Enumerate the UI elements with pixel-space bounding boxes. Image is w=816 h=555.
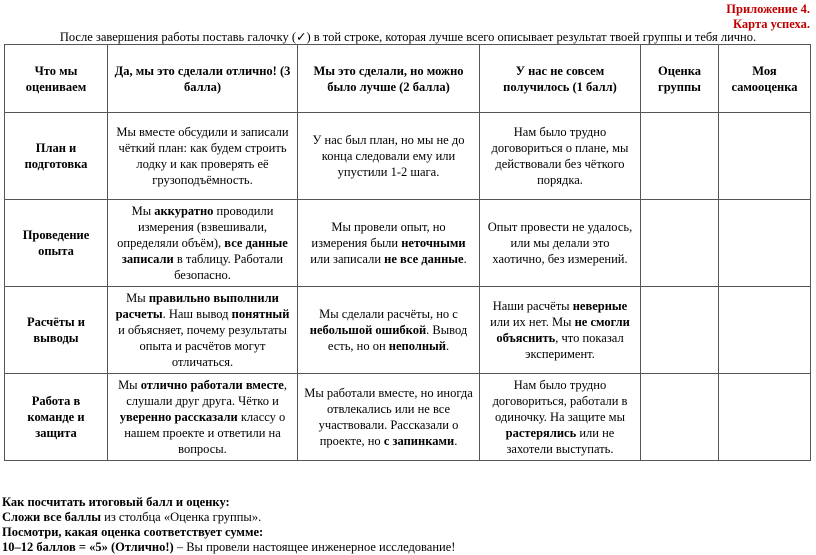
header-score-1: У нас не совсем получилось (1 балл) bbox=[480, 45, 641, 113]
self-score-cell[interactable] bbox=[719, 200, 811, 287]
appendix-number: Приложение 4. bbox=[726, 2, 810, 16]
cell-text: , что показал эксперимент. bbox=[525, 331, 624, 361]
emphasis-text: аккуратно bbox=[154, 204, 214, 218]
self-score-cell[interactable] bbox=[719, 374, 811, 461]
emphasis-text: уверенно рассказали bbox=[119, 410, 238, 424]
cell-text: Нам было трудно договориться о плане, мы действовали без чёткого порядка. bbox=[491, 125, 629, 187]
emphasis-text: правильно выполнили расчеты bbox=[115, 291, 279, 321]
score-3-cell bbox=[108, 374, 298, 461]
criterion-cell: Расчёты и выводы bbox=[5, 287, 108, 374]
cell-text: Опыт провести не удалось, или мы делали это хаотично, без измерений. bbox=[487, 220, 633, 266]
grade-five-label: 10–12 баллов = «5» (Отлично!) bbox=[2, 540, 174, 554]
cell-text: или их нет. Мы bbox=[490, 315, 575, 329]
emphasis-text: неполный bbox=[388, 339, 447, 353]
cell-text: Мы провели опыт, но измерения были bbox=[311, 220, 446, 250]
group-score-cell[interactable] bbox=[641, 287, 719, 374]
success-card-table bbox=[4, 44, 811, 461]
cell-text: , слушали друг друга. Чётко и bbox=[126, 378, 287, 408]
appendix-label bbox=[726, 2, 810, 32]
scoring-step-text: из столбца «Оценка группы». bbox=[101, 510, 262, 524]
cell-text: . Наш вывод bbox=[162, 307, 232, 321]
table-row bbox=[5, 113, 811, 200]
appendix-title: Карта успеха. bbox=[733, 17, 810, 31]
emphasis-text: не все данные bbox=[384, 252, 464, 266]
scoring-heading: Как посчитать итоговый балл и оценку: bbox=[2, 495, 230, 509]
cell-text: и объясняет, почему результаты опыта и расчётов могут отличаться. bbox=[118, 323, 287, 369]
emphasis-text: с запинками bbox=[383, 434, 455, 448]
grade-five-text: – Вы провели настоящее инженерное исследование! bbox=[173, 540, 456, 554]
cell-text: . bbox=[446, 339, 450, 353]
scoring-step-bold: Сложи все баллы bbox=[2, 510, 102, 524]
score-1-cell bbox=[480, 200, 641, 287]
cell-text: . bbox=[454, 434, 458, 448]
emphasis-text: небольшой ошибкой bbox=[309, 323, 427, 337]
emphasis-text: все данные записали bbox=[121, 236, 288, 266]
cell-text: . Вывод есть, но он bbox=[327, 323, 468, 353]
table-row bbox=[5, 374, 811, 461]
cell-text: Мы bbox=[126, 291, 149, 305]
group-score-cell[interactable] bbox=[641, 374, 719, 461]
header-score-2: Мы это сделали, но можно было лучше (2 балла) bbox=[298, 45, 480, 113]
cell-text: классу о нашем проекте и ответили на вопросы. bbox=[124, 410, 286, 456]
header-group-score: Оценка группы bbox=[641, 45, 719, 113]
instruction-text: После завершения работы поставь галочку (✓) в той строке, которая лучше всего описывает результат твоей группы и тебя лично. bbox=[59, 30, 757, 44]
score-1-cell bbox=[480, 287, 641, 374]
score-1-cell bbox=[480, 113, 641, 200]
scoring-instructions bbox=[2, 495, 455, 555]
cell-text: Наши расчёты bbox=[492, 299, 573, 313]
cell-text: проводили измерения (взвешивали, определяли объём), bbox=[117, 204, 274, 250]
criterion-cell: План и подготовка bbox=[5, 113, 108, 200]
table-row bbox=[5, 200, 811, 287]
score-2-cell bbox=[298, 113, 480, 200]
cell-text: Мы bbox=[118, 378, 141, 392]
emphasis-text: неточными bbox=[401, 236, 466, 250]
cell-text: Мы вместе обсудили и записали чёткий план: как будем строить лодку и как проверять её грузоподъёмность. bbox=[116, 125, 289, 187]
score-2-cell bbox=[298, 200, 480, 287]
emphasis-text: понятный bbox=[231, 307, 290, 321]
score-2-cell bbox=[298, 287, 480, 374]
emphasis-text: растерялись bbox=[505, 426, 577, 440]
cell-text: Нам было трудно договориться, работали в одиночку. На защите мы bbox=[492, 378, 628, 424]
score-3-cell bbox=[108, 113, 298, 200]
emphasis-text: неверные bbox=[572, 299, 628, 313]
score-3-cell bbox=[108, 287, 298, 374]
cell-text: Мы bbox=[131, 204, 155, 218]
cell-text: . bbox=[463, 252, 467, 266]
group-score-cell[interactable] bbox=[641, 200, 719, 287]
score-3-cell bbox=[108, 200, 298, 287]
cell-text: Мы работали вместе, но иногда отвлекались или не все участвовали. Рассказали о проекте, но bbox=[304, 386, 473, 448]
cell-text: У нас был план, но мы не до конца следовали ему или упустили 1-2 шага. bbox=[312, 133, 465, 179]
cell-text: или не захотели выступать. bbox=[506, 426, 615, 456]
header-criterion: Что мы оцениваем bbox=[5, 45, 108, 113]
self-score-cell[interactable] bbox=[719, 113, 811, 200]
criterion-cell: Работа в команде и защита bbox=[5, 374, 108, 461]
scoring-map-heading: Посмотри, какая оценка соответствует сумме: bbox=[2, 525, 264, 539]
score-1-cell bbox=[480, 374, 641, 461]
cell-text: в таблицу. Работали безопасно. bbox=[173, 252, 284, 282]
self-score-cell[interactable] bbox=[719, 287, 811, 374]
emphasis-text: отлично работали вместе bbox=[140, 378, 284, 392]
criterion-cell: Проведение опыта bbox=[5, 200, 108, 287]
group-score-cell[interactable] bbox=[641, 113, 719, 200]
score-2-cell bbox=[298, 374, 480, 461]
emphasis-text: не смогли объяснить bbox=[496, 315, 630, 345]
cell-text: или записали bbox=[310, 252, 385, 266]
table-row bbox=[5, 287, 811, 374]
header-score-3: Да, мы это сделали отлично! (3 балла) bbox=[108, 45, 298, 113]
table-header-row bbox=[5, 45, 811, 113]
cell-text: Мы сделали расчёты, но с bbox=[319, 307, 458, 321]
header-self-score: Моя самооценка bbox=[719, 45, 811, 113]
